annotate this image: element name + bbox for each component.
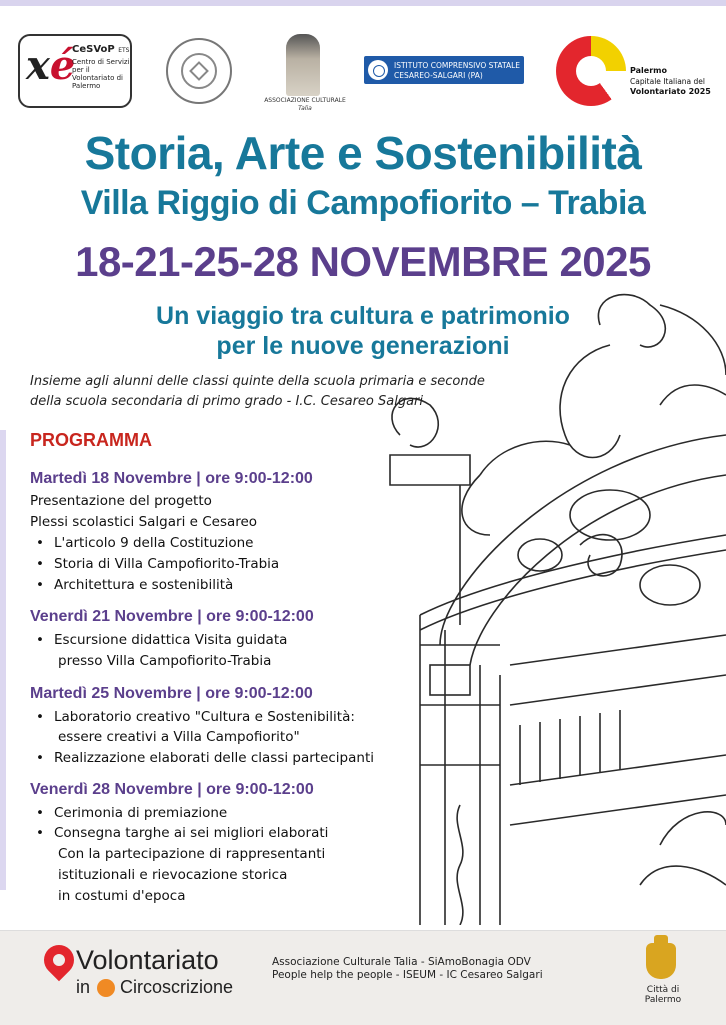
school-name-line1: ISTITUTO COMPRENSIVO STATALE [394, 61, 521, 70]
cesvop-logo [18, 34, 132, 108]
bullet-text: Consegna targhe ai sei migliori elaborati [54, 825, 329, 841]
bullet-text: Storia di Villa Campofiorito-Trabia [54, 556, 280, 572]
cesvop-mark-icon: xé [26, 42, 76, 89]
day-4-title: Venerdì 28 Novembre | ore 9:00-12:00 [30, 781, 314, 798]
top-border [0, 0, 726, 6]
day-4-continuation: Con la partecipazione di rappresentanti [58, 846, 326, 862]
bullet-text: Realizzazione elaborati delle classi partecipanti [54, 750, 374, 766]
school-name-line2: CESAREO-SALGARI (PA) [394, 71, 483, 80]
talia-name: Talia [298, 105, 312, 112]
talia-caption: ASSOCIAZIONE CULTURALE [264, 97, 346, 104]
palermo-capital-logo [556, 36, 721, 108]
day-4-continuation: in costumi d'epoca [58, 888, 186, 904]
partners-line1: Associazione Culturale Talia - SiAmoBonagia ODV [272, 956, 531, 968]
intro-line1: Insieme agli alunni delle classi quinte della scuola primaria e seconde [30, 374, 485, 389]
program-heading: PROGRAMMA [30, 430, 152, 450]
palermo-line3: Volontariato 2025 [630, 87, 711, 96]
bullet-text: Laboratorio creativo "Cultura e Sostenibilità: [54, 709, 355, 725]
day-3-bullet [40, 709, 355, 725]
cesvop-name: CeSVoP ETS [72, 44, 130, 55]
republic-emblem-icon [368, 60, 388, 80]
day-2-title: Venerdì 21 Novembre | ore 9:00-12:00 [30, 608, 314, 625]
association-seal-logo [166, 38, 232, 104]
day-3-title: Martedì 25 Novembre | ore 9:00-12:00 [30, 685, 313, 702]
bullet-text: Architettura e sostenibilità [54, 577, 234, 593]
school-logo [364, 56, 524, 84]
page-title: Storia, Arte e Sostenibilità [84, 127, 642, 179]
tagline-line1: Un viaggio tra cultura e patrimonio [156, 302, 570, 330]
page-subtitle: Villa Riggio di Campofiorito – Trabia [80, 184, 646, 222]
day-3-bullet [40, 750, 374, 766]
day-2-bullet [40, 632, 287, 648]
bullet-text: Escursione didattica Visita guidata [54, 632, 288, 648]
day-2-continuation: presso Villa Campofiorito-Trabia [58, 653, 272, 669]
brand-in: in [76, 977, 91, 997]
bullet-text: L'articolo 9 della Costituzione [54, 535, 254, 551]
day-1-title: Martedì 18 Novembre | ore 9:00-12:00 [30, 470, 313, 487]
left-border [0, 430, 6, 890]
day-1-bullet [40, 577, 233, 593]
day-1-bullet [40, 556, 279, 572]
palermo-line1: Palermo [630, 66, 667, 75]
day-4-continuation: istituzionali e rievocazione storica [58, 867, 288, 883]
brand-circoscrizione: Circoscrizione [120, 977, 234, 997]
day-3-continuation: essere creativi a Villa Campofiorito" [58, 729, 300, 745]
day-1-line: Plessi scolastici Salgari e Cesareo [30, 514, 258, 530]
cesvop-subtitle: Centro di Servizi per il Volontariato di Palermo [72, 58, 130, 90]
city-name: Città di Palermo [644, 985, 682, 1005]
day-1-bullet [40, 535, 253, 551]
footer [0, 930, 726, 1025]
map-pin-icon [38, 939, 80, 981]
tagline-line2: per le nuove generazioni [216, 332, 510, 360]
city-crest-icon [646, 943, 676, 979]
intro-line2: della scuola secondaria di primo grado - I.C. Cesareo Salgari [30, 394, 424, 409]
day-4-bullet [40, 825, 328, 841]
partners-line2: People help the people - ISEUM - IC Cesareo Salgari [272, 969, 543, 981]
palermo-ring-hole [576, 56, 606, 86]
circle-badge-icon [97, 979, 115, 997]
day-4-bullet [40, 805, 227, 821]
talia-logo [262, 34, 348, 114]
event-dates: 18-21-25-28 NOVEMBRE 2025 [75, 238, 651, 285]
bullet-text: Cerimonia di premiazione [54, 805, 228, 821]
brand-main: Volontariato [76, 945, 219, 975]
palermo-line2: Capitale Italiana del [630, 77, 705, 86]
statue-icon [286, 34, 320, 96]
day-1-line: Presentazione del progetto [30, 493, 212, 509]
